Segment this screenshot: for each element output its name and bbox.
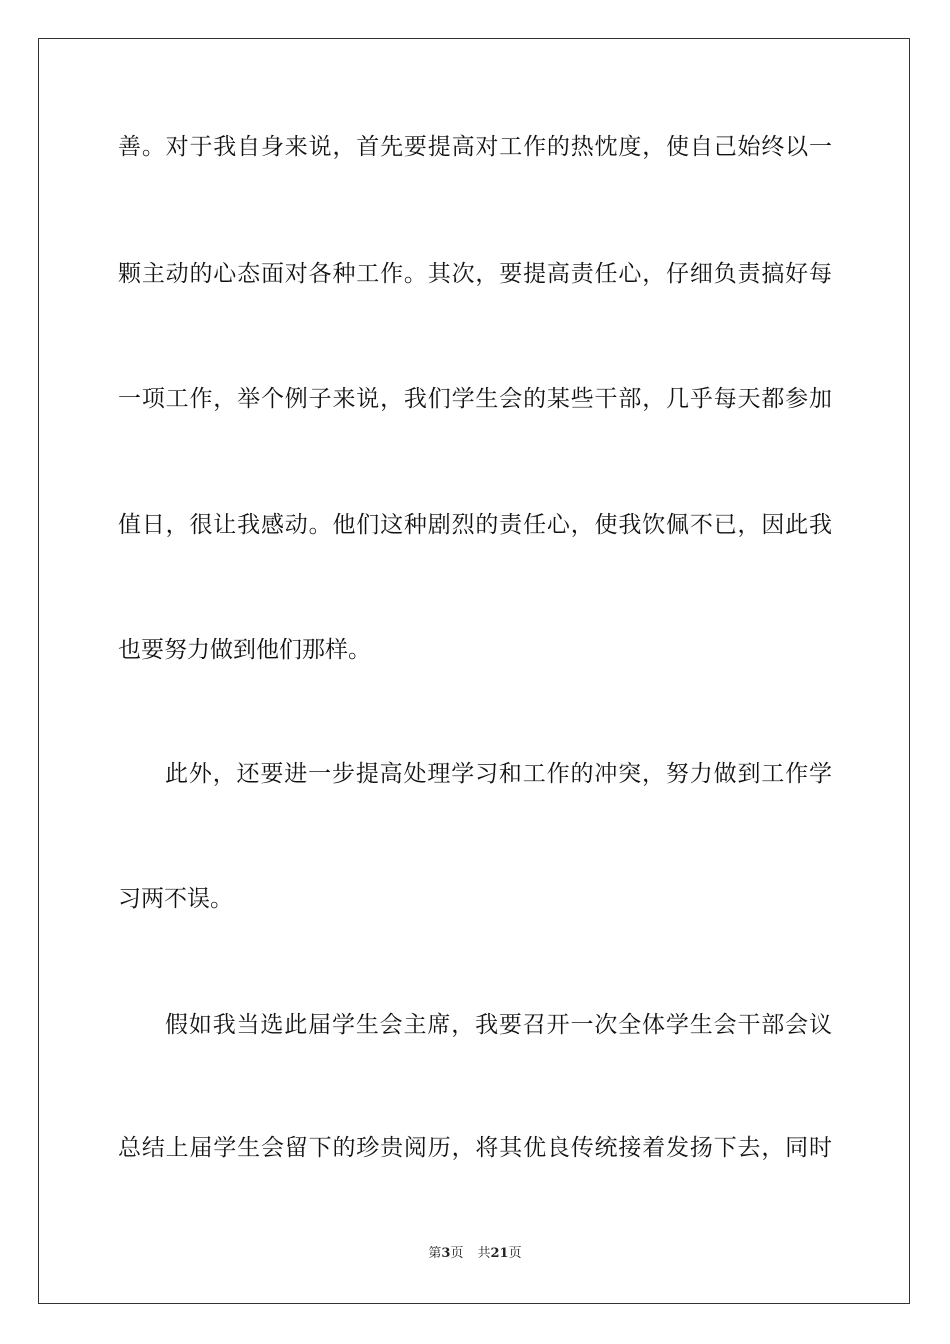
paragraph-line-3: 一项工作，举个例子来说，我们学生会的某些干部，几乎每天都参加 xyxy=(118,386,832,412)
paragraph-line-8: 假如我当选此届学生会主席，我要召开一次全体学生会干部会议 xyxy=(165,1012,832,1038)
page-footer xyxy=(0,1245,950,1263)
paragraph-line-6: 此外，还要进一步提高处理学习和工作的冲突，努力做到工作学 xyxy=(165,761,832,787)
page-number: 3 xyxy=(441,1246,451,1261)
total-prefix: 共 xyxy=(477,1246,491,1261)
paragraph-line-9: 总结上届学生会留下的珍贵阅历，将其优良传统接着发扬下去，同时 xyxy=(118,1135,832,1161)
total-suffix: 页 xyxy=(508,1246,522,1261)
page-border xyxy=(38,38,910,1304)
paragraph-line-2: 颗主动的心态面对各种工作。其次，要提高责任心，仔细负责搞好每 xyxy=(118,261,832,287)
paragraph-line-5: 也要努力做到他们那样。 xyxy=(118,637,371,663)
page-suffix: 页 xyxy=(450,1246,464,1261)
total-pages: 21 xyxy=(490,1246,509,1261)
paragraph-line-7: 习两不误。 xyxy=(118,886,233,912)
page-prefix: 第 xyxy=(428,1246,442,1261)
paragraph-line-4: 值日，很让我感动。他们这种剧烈的责任心，使我饮佩不已，因此我 xyxy=(118,512,832,538)
paragraph-line-1: 善。对于我自身来说，首先要提高对工作的热忱度，使自己始终以一 xyxy=(118,134,832,160)
